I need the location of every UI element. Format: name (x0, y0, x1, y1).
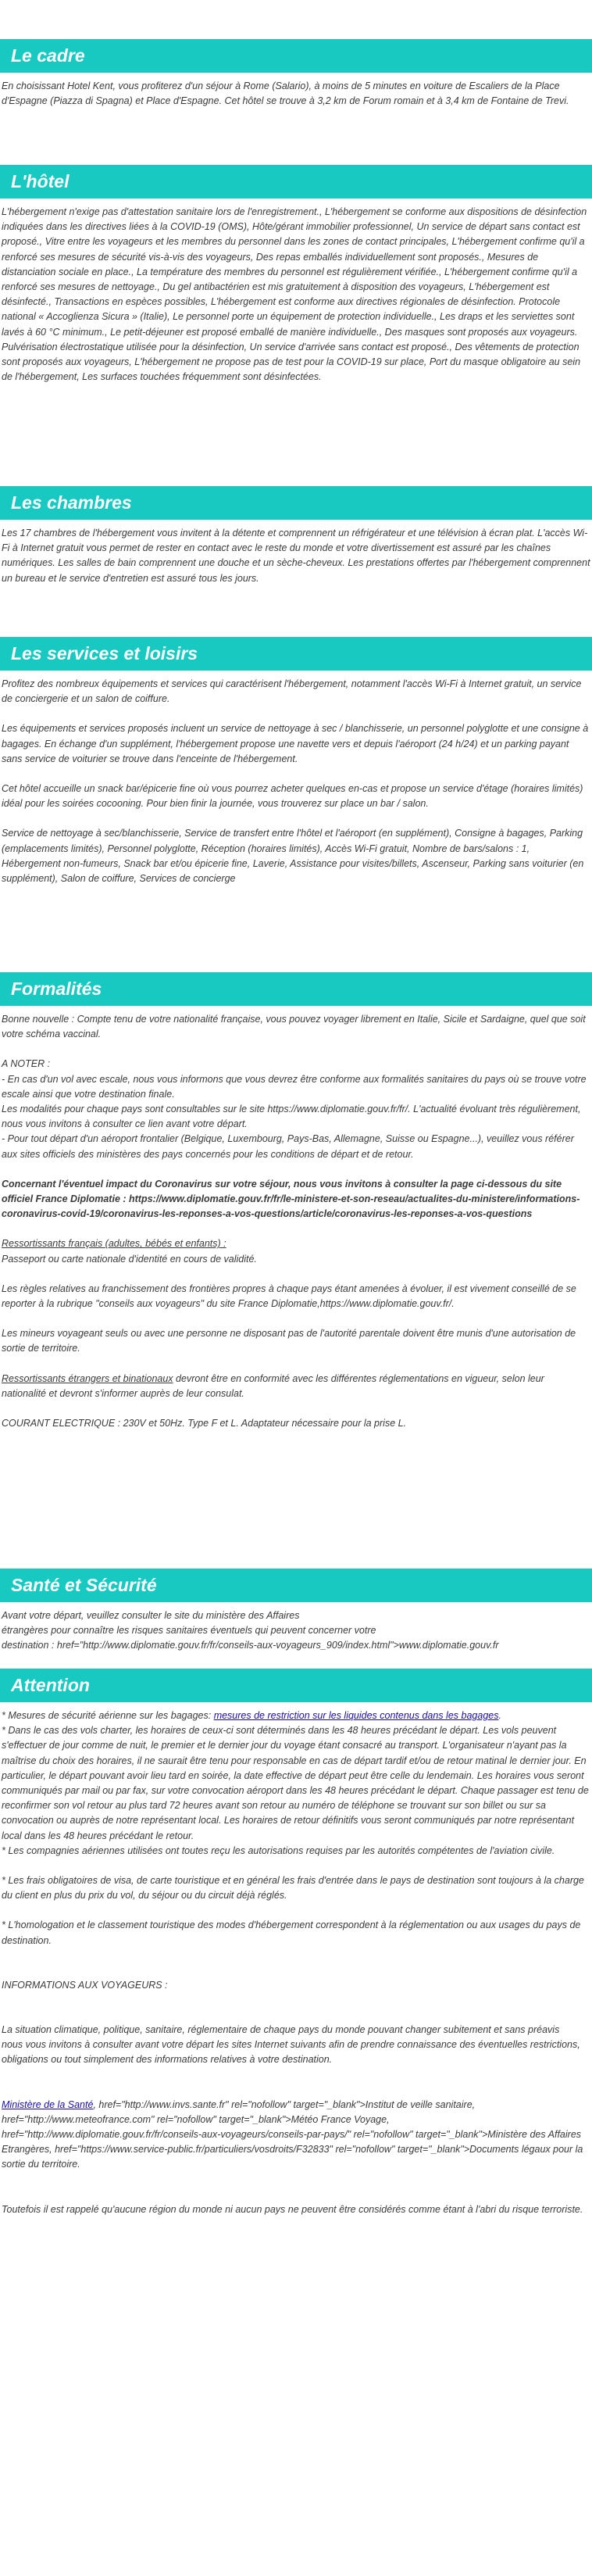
websites-text: nous vous invitons à consulter avant votre départ les sites Internet suivants afin de prendre connaissance des éventuelles restrictions, obligations ou tout simplement des informations relatives à votre destination. (2, 2039, 580, 2066)
services-para-3: Cet hôtel accueille un snack bar/épicerie fine où vous pourrez acheter quelques en-cas et propose un service d'étage (horaires limités) idéal pour les soirées cocooning. Pour bien finir la journée, vous trouverez sur place un bar / salon. (2, 783, 583, 810)
note-item: - En cas d'un vol avec escale, nous vous informons que vous devrez être conforme aux formalités sanitaires du pays où se trouve votre escale ainsi que votre destination finale. (2, 1073, 587, 1100)
section-title: Attention (11, 1675, 90, 1695)
section-header (0, 972, 592, 1006)
section-body (0, 79, 592, 109)
ministere-sante-link[interactable]: Ministère de la Santé (2, 2098, 94, 2110)
section-header (0, 486, 592, 520)
note-item: Les modalités pour chaque pays sont consultables sur le site https://www.diplomatie.gouv.fr/fr/. L'actualité évoluant très régulièrement, nous vous invitons à consulter ce lien avant votre départ. (2, 1104, 581, 1130)
section-header (0, 1569, 592, 1602)
section-body (0, 1708, 592, 2217)
sante-line: Avant votre départ, veuillez consulter le site du ministère des Affaires (2, 1610, 300, 1621)
french-nationals-heading: Ressortissants français (adultes, bébés et enfants) : (2, 1238, 226, 1250)
section-body (0, 205, 592, 385)
foreign-nationals-heading: Ressortissants étrangers et binationaux (2, 1372, 173, 1384)
terrorism-notice: Toutefois il est rappelé qu'aucune région du monde ni aucun pays ne peuvent être considérés comme étant à l'abri du risque terroriste. (2, 2203, 583, 2215)
section-services (0, 637, 592, 886)
note-item: - Pour tout départ d'un aéroport frontalier (Belgique, Luxembourg, Pays-Bas, Allemagne, Suisse ou Espagne...), veuillez vous référer aux sites officiels des ministères des pays concernés pour les conditions de départ et de retour. (2, 1133, 574, 1160)
section-title: Le cadre (11, 45, 85, 66)
visa-fees-text: * Les frais obligatoires de visa, de carte touristique et en général les frais d'entrée dans le pays de destination sont toujours à la charge du client en plus du prix du vol, du séjour ou du circuit déjà réglés. (2, 1875, 584, 1902)
sante-line: destination : href="http://www.diplomatie.gouv.fr/fr/conseils-aux-voyageurs_909/index.html">www.diplomatie.gouv.fr (2, 1640, 499, 1651)
section-title: Les services et loisirs (11, 643, 198, 664)
hotel-text: L'hébergement n'exige pas d'attestation sanitaire lors de l'enregistrement., L'hébergement se conforme aux dispositions de désinfection indiquées dans les directives liées à la COVID-19 (OMS), Hôte/gérant immobilier professionnel, Un service de départ sans contact est proposé., Vitre entre les voyageurs et les membres du personnel dans les zones de contact principales, L'hébergement confirme qu'il a renforcé ses mesures de sécurité vis-à-vis des voyageurs, Des repas emballés individuellement sont proposés., Mesures de distanciation sociale en place., La température des membres du personnel est régulièrement vérifiée., L'hébergement confirme qu'il a renforcé ses mesures de nettoyage., Du gel antibactérien est mis gratuitement à disposition des voyageurs, L'hébergement est désinfecté., Transactions en espèces possibles, L'hébergement est conforme aux directives régionales de désinfection. Protocole national « Accoglienza Sicura » (Italie), Le personnel porte un équipement de protection individuelle., Les draps et les serviettes sont lavés à 60 °C minimum., Le petit-déjeuner est proposé emballé de manière individuelle., Des masques sont proposés aux voyageurs. Pulvérisation électrostatique utilisée pour la désinfection, Un service d'arrivée sans contact est proposé., Des vêtements de protection sont proposés aux voyageurs, L'hébergement ne propose pas de test pour la COVID-19 sur place, Port du masque obligatoire au sein de l'hébergement, Les surfaces touchées fréquemment sont désinfectées. (2, 206, 587, 383)
section-title: Santé et Sécurité (11, 1575, 157, 1595)
airlines-text: * Les compagnies aériennes utilisées ont toutes reçu les autorisations requises par les autorités compétentes de l'aviation civile. (2, 1844, 555, 1856)
section-header (0, 165, 592, 199)
services-para-4: Service de nettoyage à sec/blanchisserie, Service de transfert entre l'hôtel et l'aéroport (en supplément), Consigne à bagages, Parking (emplacements limités), Personnel polyglotte, Réception (horaires limités), Accès Wi-Fi gratuit, Nombre de bars/salons : 1, Hébergement non-fumeurs, Snack bar et/ou épicerie fine, Laverie, Assistance pour visites/billets, Ascenseur, Parking sans voiturier (en supplément), Salon de coiffure, Services de concierge (2, 828, 584, 885)
french-nationals-text: Passeport ou carte nationale d'identité en cours de validité. (2, 1253, 257, 1265)
section-title: L'hôtel (11, 171, 70, 191)
electric-text: COURANT ELECTRIQUE : 230V et 50Hz. Type F et L. Adaptateur nécessaire pour la prise L. (2, 1418, 407, 1429)
section-header (0, 637, 592, 671)
services-para-2: Les équipements et services proposés incluent un service de nettoyage à sec / blanchisserie, un personnel polyglotte et une consigne à bagages. En échange d'un supplément, l'hébergement propose une navette vers et depuis l'aéroport (24 h/24) et un parking payant sans service de voiturier se trouve dans l'enceinte de l'hébergement. (2, 723, 589, 764)
coronavirus-notice: Concernant l'éventuel impact du Coronavirus sur votre séjour, nous vous invitons à consulter la page ci-dessous du site officiel France Diplomatie : https://www.diplomatie.gouv.fr/fr/le-ministere-et-son-reseau/actualites-du-ministere/informations-coronavirus-covid-19/coronavirus-les-reponses-a-vos-questions/article/coronavirus-les-reponses-a-vos-questions (2, 1178, 580, 1220)
baggage-measures-prefix: * Mesures de sécurité aérienne sur les bagages: (2, 1710, 214, 1721)
chambres-text: Les 17 chambres de l'hébergement vous invitent à la détente et comprennent un réfrigérateur et une télévision à écran plat. L'accès Wi-Fi à Internet gratuit vous permet de rester en contact avec le reste du monde et votre divertissement est assuré par les chaînes numériques. Les salles de bain comprennent une douche et un sèche-cheveux. Les prestations offertes par l'hébergement comprennent un bureau et le service d'entretien est assuré tous les jours. (2, 528, 590, 584)
section-header (0, 1669, 592, 1702)
section-hotel (0, 165, 592, 385)
official-links-text: , href="http://www.invs.sante.fr" rel="nofollow" target="_blank">Institut de veille sanitaire, href="http://www.meteofrance.com" rel="nofollow" target="_blank">Météo France Voyage, href="http://www.diplomatie.gouv.fr/fr/conseils-aux-voyageurs/conseils-par-pays/" rel="nofollow" target="_blank">Ministère des Affaires Etrangères, href="https://www.service-public.fr/particuliers/vosdroits/F32833" rel="nofollow" target="_blank">Documents légaux pour la sortie du territoire. (2, 2098, 583, 2170)
sante-line: étrangères pour connaître les risques sanitaires éventuels qui peuvent concerner votre (2, 1625, 376, 1637)
section-formalites (0, 972, 592, 1431)
section-body (0, 526, 592, 586)
section-attention (0, 1669, 592, 2217)
section-title: Les chambres (11, 492, 132, 513)
minors-text: Les mineurs voyageant seuls ou avec une personne ne disposant pas de l'autorité parentale doivent être munis d'une autorisation de sortie de territoire. (2, 1328, 576, 1354)
section-body (0, 1012, 592, 1431)
info-travellers-title: INFORMATIONS AUX VOYAGEURS : (2, 1979, 168, 1991)
baggage-measures-suffix: . (498, 1710, 501, 1721)
note-title: A NOTER : (2, 1058, 51, 1070)
section-chambres (0, 486, 592, 586)
charter-flights-text: * Dans le cas des vols charter, les horaires de ceux-ci sont déterminés dans les 48 heures précédant le départ. Les vols peuvent s'effectuer de jour comme de nuit, le premier et le dernier jour du voyage étant consacré au transport. L'organisateur n'ayant pas la maîtrise du choix des horaires, il ne saurait être tenu pour responsable en cas de départ tardif et/ou de retour matinal le dernier jour. En particulier, le départ pouvant avoir lieu tard en soirée, la date effective de départ peut être celle du lendemain. Les horaires vous seront communiqués par mail ou par fax, sur votre convocation aéroport dans les 48 heures précédant le départ. Chaque passager est tenu de reconfirmer son vol retour au plus tard 72 heures avant son retour au numéro de téléphone se trouvant sur son billet ou sur sa convocation ou auprès de notre représentant local. Les horaires de retour définitifs vous seront communiqués par notre représentant local dans les 48 heures précédant le retour. (2, 1725, 589, 1841)
section-cadre (0, 39, 592, 109)
foreign-nationals-body: devront être en conformité avec les différentes réglementations en vigueur, selon leur nationalité et devront s'informer auprès de leur consulat. (2, 1372, 544, 1399)
accommodation-rating-text: * L'homologation et le classement touristique des modes d'hébergement correspondent à la réglementation ou aux usages du pays de destination. (2, 1919, 581, 1946)
section-sante (0, 1569, 592, 1654)
foreign-nationals-text (2, 1372, 590, 1401)
section-header (0, 39, 592, 73)
border-rules-text: Les règles relatives au franchissement des frontières propres à chaque pays étant amenées à évoluer, il est vivement conseillé de se reporter à la rubrique "conseils aux voyageurs" du site France Diplomatie,https://www.diplomatie.gouv.fr/. (2, 1283, 576, 1310)
official-links (2, 2098, 590, 2173)
section-body (0, 677, 592, 886)
baggage-measures (2, 1708, 590, 1723)
section-body (0, 1608, 592, 1654)
situation-text: La situation climatique, politique, sanitaire, réglementaire de chaque pays du monde pouvant changer subitement et sans préavis (2, 2024, 560, 2036)
liquids-restriction-link[interactable]: mesures de restriction sur les liquides contenus dans les bagages (213, 1710, 499, 1721)
section-title: Formalités (11, 979, 102, 999)
formalites-intro: Bonne nouvelle : Compte tenu de votre nationalité française, vous pouvez voyager librement en Italie, Sicile et Sardaigne, quel que soit votre schéma vaccinal. (2, 1014, 586, 1040)
services-para-1: Profitez des nombreux équipements et services qui caractérisent l'hébergement, notamment l'accès Wi-Fi à Internet gratuit, un service de conciergerie et un salon de coiffure. (2, 678, 582, 705)
cadre-text: En choisissant Hotel Kent, vous profiterez d'un séjour à Rome (Salario), à moins de 5 minutes en voiture de Escaliers de la Place d'Espagne (Piazza di Spagna) et Place d'Espagne. Cet hôtel se trouve à 3,2 km de Forum romain et à 3,4 km de Fontaine de Trevi. (2, 80, 569, 107)
